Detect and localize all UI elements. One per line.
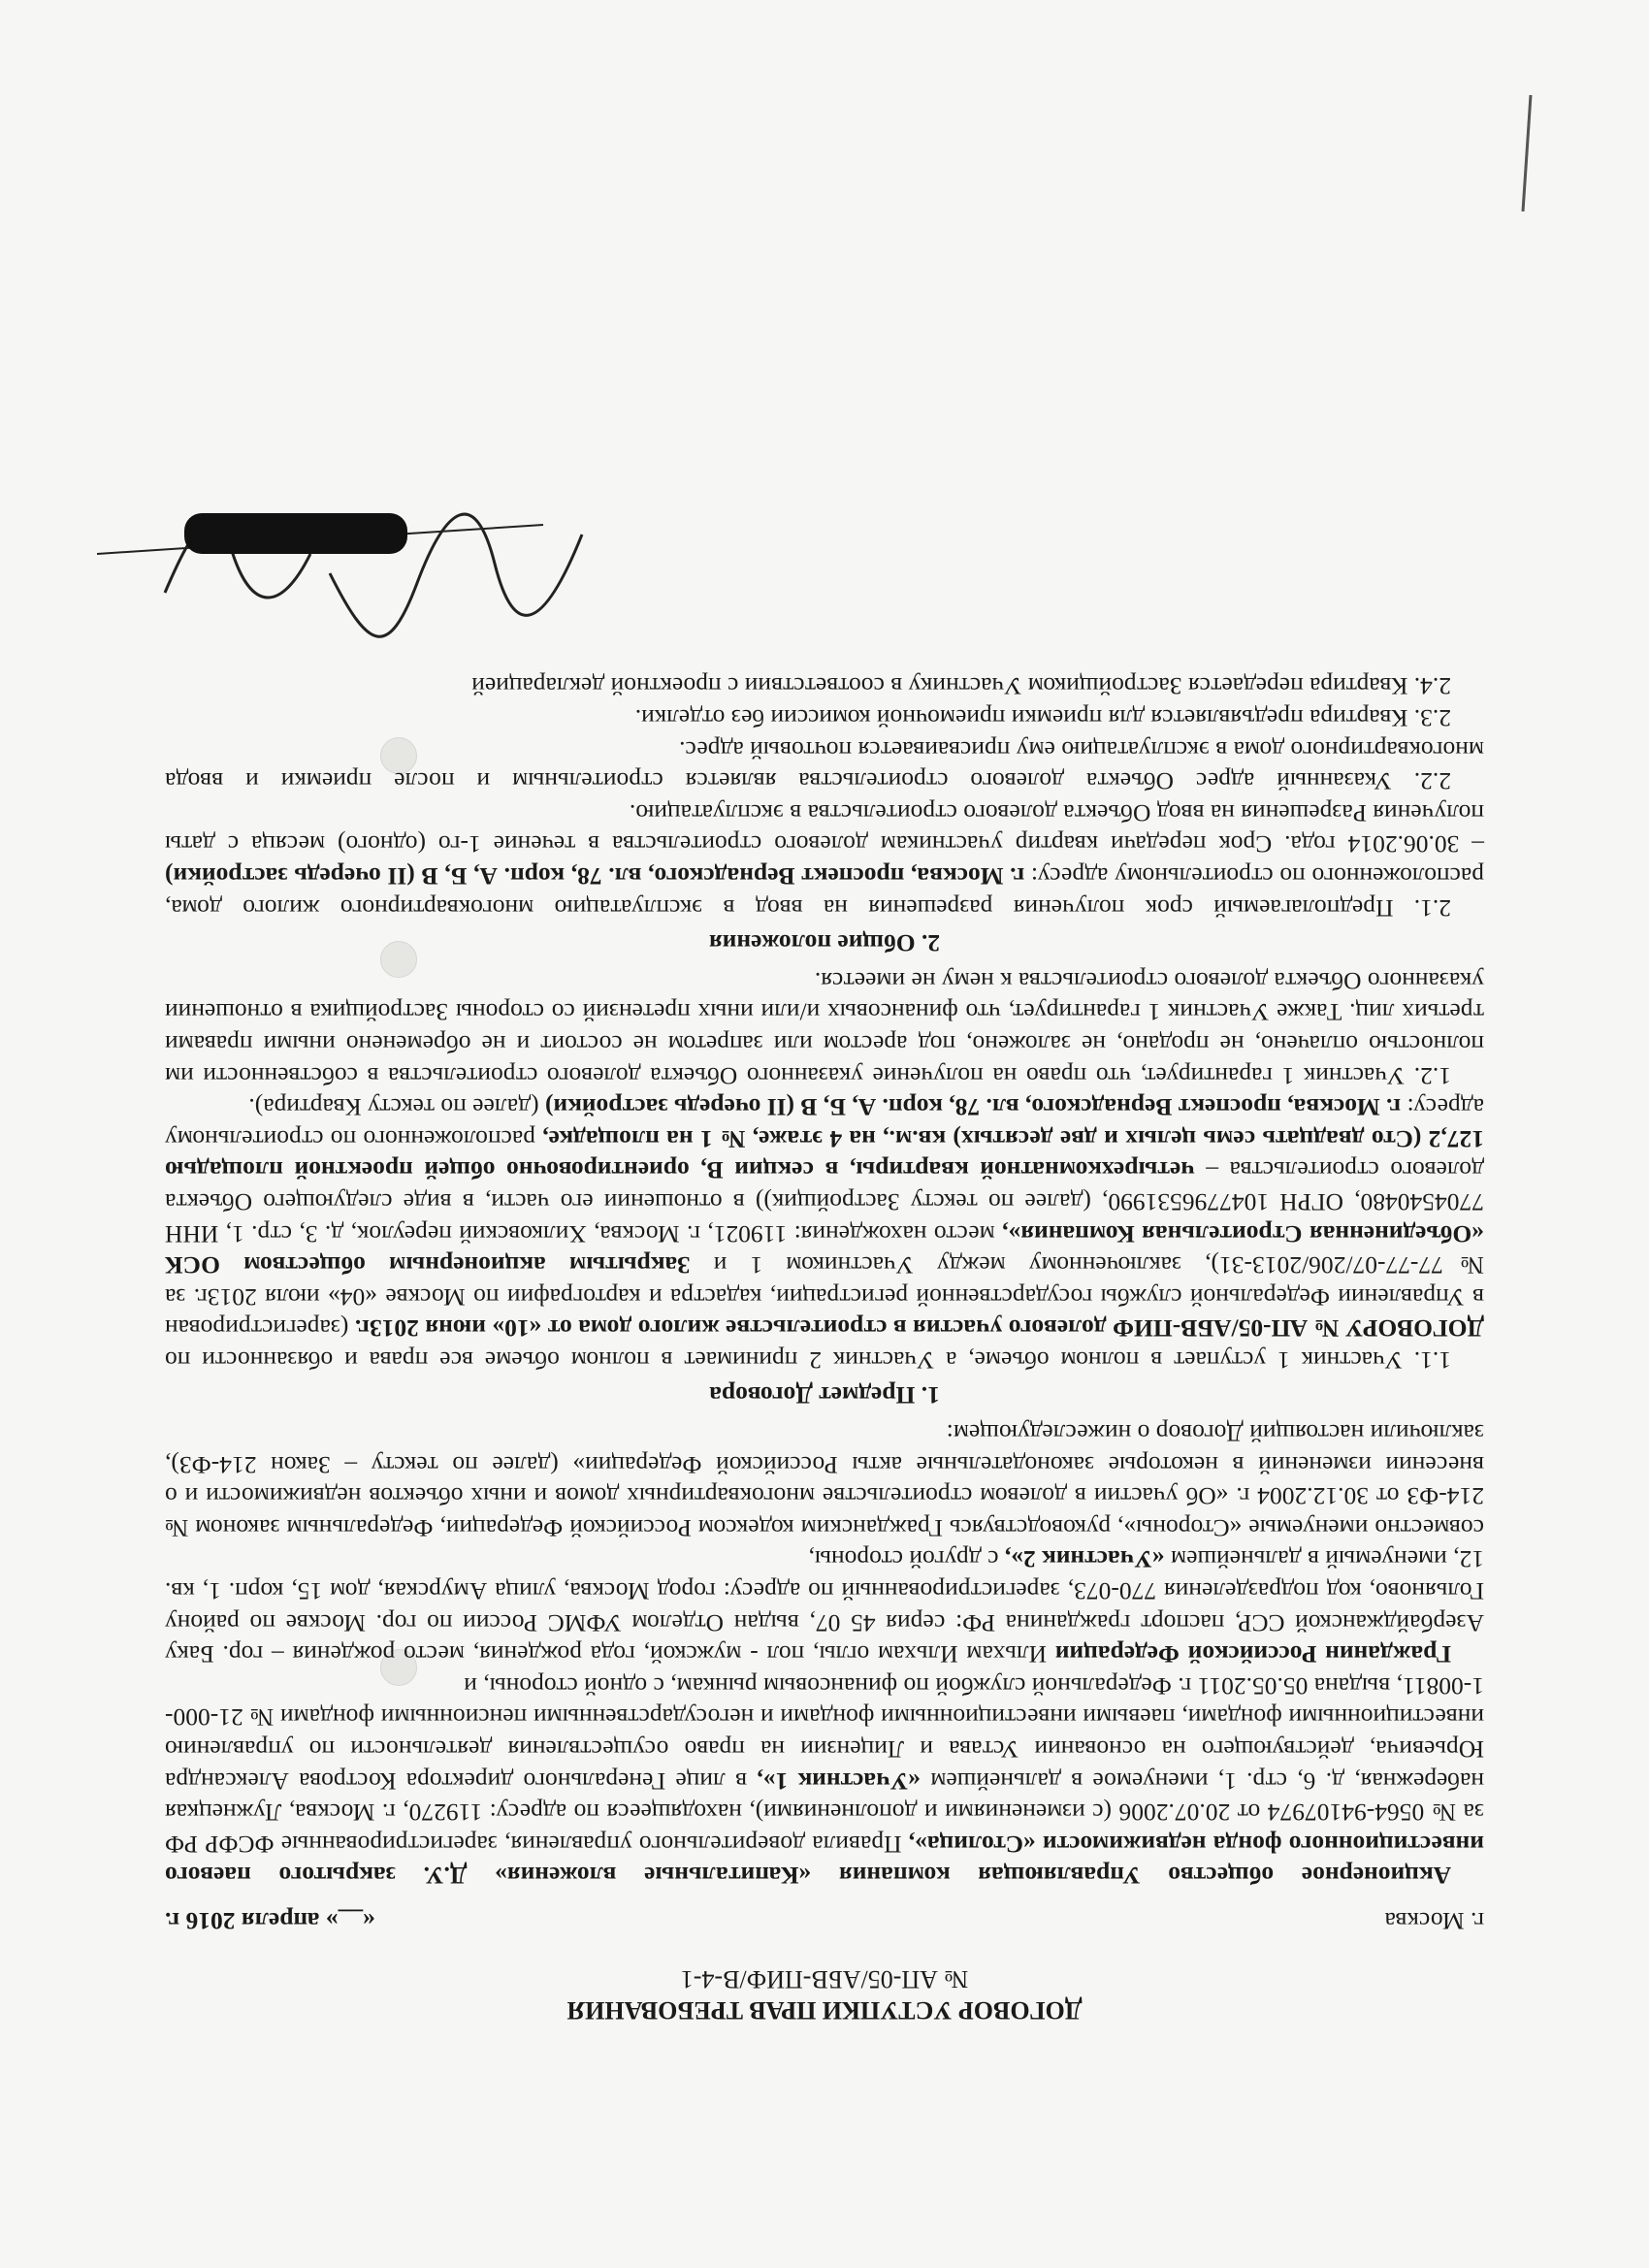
clause-1-1-b: ДОГОВОРУ № АП-05/АБВ-ПИФ долевого участия в строительстве жилого дома от «10» июня 2013г. xyxy=(354,1314,1484,1344)
signature-area xyxy=(165,476,1484,670)
clause-1-1 xyxy=(165,1091,1484,1376)
clause-2-1-c: – 30.06.2014 года. Срок передачи квартир участникам долевого строительства в течение 1-го (одного) месяца с даты получения Разрешения на ввод Объекта долевого строительства в эксплуатацию. xyxy=(165,798,1484,859)
clause-1-1-a: 1.1. Участник 1 уступает в полном объеме, а Участник 2 принимает в полном объеме все права и обязанности по xyxy=(165,1345,1451,1375)
clause-2-1 xyxy=(165,796,1484,923)
clause-1-1-i: (далее по тексту Квартира). xyxy=(248,1093,545,1122)
party2-details-2: с другой стороны, xyxy=(808,1545,1005,1574)
clause-1-2: 1.2. Участник 1 гарантирует, что право на получение указанного Объекта долевого строительства в собственности им полностью оплачено, не продано, не заложено, под арестом или запретом не состоит и не обременено иными правами третьих лиц. Также Участник 1 гарантирует, что финансовых и/или иных претензий со стороны Застройщика в отношении указанного Объекта долевого строительства к нему не имеется. xyxy=(165,966,1484,1090)
clause-1-1-d: Закрытым акционерным обществом ОСК «Объединенная Строительная Компания», xyxy=(165,1219,1484,1280)
section1-title: 1. Предмет Договора xyxy=(709,1381,940,1410)
document-place: г. Москва xyxy=(1384,1907,1484,1935)
handwritten-signature xyxy=(58,486,601,670)
party1-details-2: в лице Генерального директора Кострова Александра Юрьевича, действующего на основании Устава и Лицензии на право осуществления деятельности по управлению инвестиционными фондами, паевыми инвестиционными фондами и негосударственными пенсионными фондами № 21-000-1-00811, выдана 05.05.2011 г. Федеральной службой по финансовым рынкам, с одной стороны, и xyxy=(165,1671,1484,1796)
place-date-row xyxy=(165,1904,1484,1936)
document-number: № АП-05/АБВ-ПИФ/В-4-1 xyxy=(680,1965,969,1993)
party1-name: Акционерное общество Управляющая компания «Капитальные вложения» Д.У. закрытого паевого инвестиционного фонда недвижимости «Столица», xyxy=(165,1830,1484,1891)
clause-2-4: 2.4. Квартира передается Застройщиком Участнику в соответствии с проектной декларацией xyxy=(471,672,1451,701)
clause-2-1-a: 2.1. Предполагаемый срок получения разрешения на ввод в эксплуатацию многоквартирного жилого дома, расположенного по строительному адресу: xyxy=(165,862,1484,923)
clause-2-1-b: г. Москва, проспект Вернадского, вл. 78, корп. А, Б, В (II очередь застройки) xyxy=(165,862,1025,891)
clause-1-1-c: (зарегистрирован в Управлении Федеральной службы государственной регистрации, кадастра и картографии по Москве «04» июля 2013г. за №77-77-07/206/2013-31), заключенному между Участником 1 и xyxy=(165,1251,1484,1344)
party2-alias: «Участник 2», xyxy=(1004,1545,1165,1574)
document-date: «__» апреля 2016 г. xyxy=(165,1907,375,1935)
document-title: ДОГОВОР УСТУПКИ ПРАВ ТРЕБОВАНИЯ xyxy=(566,1996,1083,2025)
party1-details: Правила доверительного управления, зарегистрированные ФСФР РФ за № 0564-94107974 от 20.07.2006 (с изменениями и дополнениями), находящееся по адресу: 119270, г. Москва, Лужнецкая набережная, д. 6, стр. 1, именуемое в дальнейшем xyxy=(165,1766,1484,1859)
section2-title: 2. Общие положения xyxy=(708,929,941,958)
clause-1-1-f: четырехкомнатной квартиры, в секции В, ориентировочно общей проектной площадью 127,2 (Сто двадцать семь целых и две десятых) кв.м., на 4 этаже, № 1 на площадке, xyxy=(165,1124,1484,1185)
party2-name: Гражданин Российской Федерации xyxy=(1054,1640,1451,1669)
clause-2-3: 2.3. Квартира предъявляется для приемки приемочной комиссии без отделки. xyxy=(634,704,1451,733)
party1-alias: «Участник 1», xyxy=(757,1766,922,1796)
scan-artifact-line xyxy=(1521,95,1533,211)
preamble-party1 xyxy=(165,1669,1484,1891)
clause-2-2: 2.2. Указанный адрес Объекта долевого строительства является строительным и после приемки и ввода многоквартирного дома в эксплуатацию ему присваивается почтовый адрес. xyxy=(165,735,1484,796)
clause-1-1-h: г. Москва, проспект Вернадского, вл. 78, корп. А, Б, В (II очередь застройки) xyxy=(544,1093,1402,1122)
preamble-party2 xyxy=(165,1543,1484,1669)
clause-1-1-g: расположенного по строительному адресу: xyxy=(165,1093,1484,1153)
clause-1-1-e: место нахождения: 119021, г. Москва, Хилковский переулок, д. 3, стр. 1, ИНН 7704540480, ОГРН 1047796531990, (далее по тексту Застройщик)) в отношении его части, в виде следующего Объекта долевого строительства – xyxy=(165,1156,1484,1248)
preamble-together: совместно именуемые «Стороны», руководствуясь Гражданским кодексом Российской Федерации, Федеральным законом № 214-ФЗ от 30.12.2004 г. «Об участии в долевом строительстве многоквартирных домов и иных объектов недвижимости и о внесении изменений в некоторые законодательные акты Российской Федерации» (далее по тексту – Закон 214-ФЗ), заключили настоящий Договор о нижеследующем: xyxy=(165,1419,1484,1542)
party2-details: Ильхам Ильхам оглы, пол - мужской, года рождения, место рождения – гор. Баку Азербайджанской ССР, паспорт гражданина РФ: серия 45 07, выдан Отделом УФМС России по гор. Москве по району Гольяново, код подразделения 770-073, зарегистрированный по адресу: город Москва, улица Амурская, дом 15, корп. 1, кв. 12, именуемый в дальнейшем xyxy=(165,1545,1484,1669)
document-body xyxy=(165,476,1484,2025)
